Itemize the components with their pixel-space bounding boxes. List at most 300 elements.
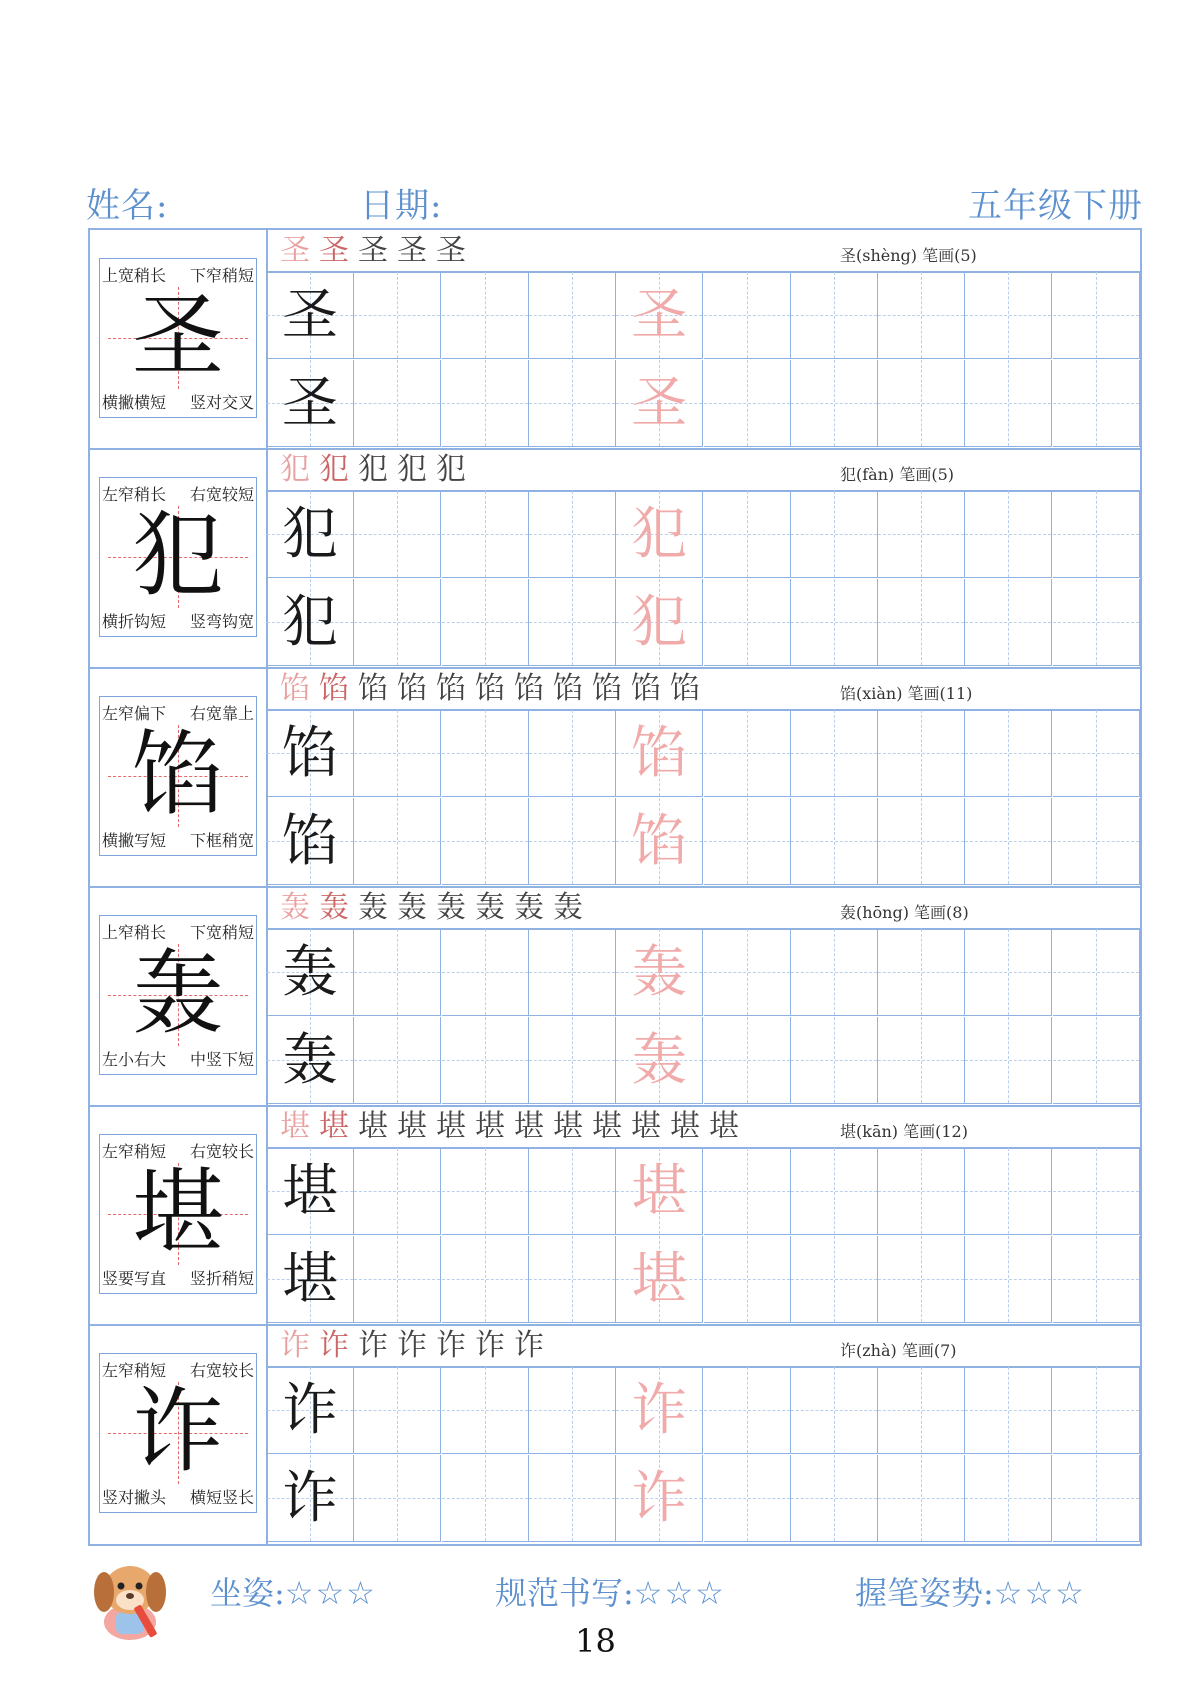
grid-cell[interactable] xyxy=(704,1236,791,1323)
cell-guide-horizontal xyxy=(1053,622,1139,623)
model-character: 轰 xyxy=(131,940,224,1047)
cell-guide-horizontal xyxy=(442,1060,528,1061)
sample-character: 馅 xyxy=(282,721,338,786)
grid-cell[interactable] xyxy=(791,798,878,885)
hint-bottom-left: 横折钩短 xyxy=(102,612,167,631)
grid-cell[interactable] xyxy=(267,710,354,797)
grid-row xyxy=(267,798,1140,885)
grip-stars[interactable]: ☆☆☆ xyxy=(993,1574,1086,1612)
cell-guide-horizontal xyxy=(791,622,877,623)
grid-cell[interactable] xyxy=(965,1017,1052,1104)
cell-guide-horizontal xyxy=(354,1498,440,1499)
stroke-step: 圣 xyxy=(397,233,436,268)
grid-row xyxy=(267,491,1140,578)
cell-guide-horizontal xyxy=(354,1410,440,1411)
cell-guide-horizontal xyxy=(791,841,877,842)
writing-rating xyxy=(495,1568,726,1614)
grid-cell[interactable] xyxy=(354,579,441,666)
stroke-step: 堪 xyxy=(514,1109,553,1144)
grid-row xyxy=(267,710,1140,797)
grid-row xyxy=(267,360,1140,447)
hint-top-left: 上宽稍长 xyxy=(102,266,167,285)
grid-cell[interactable] xyxy=(1053,929,1140,1016)
grid-cell[interactable] xyxy=(267,360,354,447)
grid-cell[interactable] xyxy=(965,1367,1052,1454)
grid-cell[interactable] xyxy=(1053,360,1140,447)
stroke-step: 堪 xyxy=(475,1109,514,1144)
model-cell xyxy=(90,449,268,668)
grid-row xyxy=(267,1148,1140,1235)
cell-guide-horizontal xyxy=(878,1191,964,1192)
stroke-step: 犯 xyxy=(358,452,397,487)
cell-guide-horizontal xyxy=(878,1060,964,1061)
model-card xyxy=(99,915,257,1075)
model-card xyxy=(99,1353,257,1513)
grid-cell[interactable] xyxy=(791,1017,878,1104)
cell-guide-horizontal xyxy=(1053,1410,1139,1411)
model-cell xyxy=(90,230,268,449)
hint-top-right: 下窄稍短 xyxy=(189,266,254,285)
cell-guide-horizontal xyxy=(354,534,440,535)
cell-guide-horizontal xyxy=(878,753,964,754)
cell-guide-horizontal xyxy=(354,1191,440,1192)
sample-character: 圣 xyxy=(282,283,338,348)
grid-cell[interactable] xyxy=(529,798,616,885)
writing-stars[interactable]: ☆☆☆ xyxy=(633,1574,726,1612)
sample-character: 犯 xyxy=(282,590,338,655)
cell-guide-horizontal xyxy=(791,753,877,754)
grid-cell[interactable] xyxy=(442,929,529,1016)
grid-cell[interactable] xyxy=(442,272,529,359)
posture-stars[interactable]: ☆☆☆ xyxy=(284,1574,377,1612)
grid-cell[interactable] xyxy=(616,272,703,359)
char-info: 犯(fàn) 笔画(5) xyxy=(840,465,955,484)
char-block xyxy=(90,1325,1140,1545)
grid-cell[interactable] xyxy=(878,710,965,797)
grid-cell[interactable] xyxy=(1053,798,1140,885)
cell-guide-horizontal xyxy=(442,753,528,754)
grid-cell[interactable] xyxy=(965,929,1052,1016)
cell-guide-horizontal xyxy=(529,972,615,973)
model-card xyxy=(99,477,257,637)
grid-cell[interactable] xyxy=(878,1017,965,1104)
cell-guide-horizontal xyxy=(1053,841,1139,842)
trace-character: 轰 xyxy=(631,940,688,1005)
stroke-step: 犯 xyxy=(436,452,475,487)
cell-guide-horizontal xyxy=(529,403,615,404)
cell-guide-horizontal xyxy=(529,1410,615,1411)
sample-character: 圣 xyxy=(282,371,338,436)
grid-cell[interactable] xyxy=(878,1367,965,1454)
trace-character: 诈 xyxy=(631,1466,688,1531)
cell-guide-horizontal xyxy=(1053,403,1139,404)
grid-cell[interactable] xyxy=(529,1017,616,1104)
grid-cell[interactable] xyxy=(791,1148,878,1235)
grid-cell[interactable] xyxy=(704,579,791,666)
sample-character: 轰 xyxy=(282,940,338,1005)
grid-cell[interactable] xyxy=(442,1017,529,1104)
grid-cell[interactable] xyxy=(965,579,1052,666)
grid-cell[interactable] xyxy=(1053,1236,1140,1323)
grid-cell[interactable] xyxy=(1053,1017,1140,1104)
cell-guide-horizontal xyxy=(878,403,964,404)
grid-cell[interactable] xyxy=(791,1236,878,1323)
cell-guide-horizontal xyxy=(878,1498,964,1499)
stroke-step: 诈 xyxy=(358,1328,397,1363)
grid-cell[interactable] xyxy=(878,272,965,359)
grid-cell[interactable] xyxy=(791,710,878,797)
model-card xyxy=(99,258,257,418)
grade-label: 五年级下册 xyxy=(968,186,1143,226)
grid-cell[interactable] xyxy=(878,1455,965,1542)
grid-cell[interactable] xyxy=(354,491,441,578)
cell-guide-horizontal xyxy=(704,1410,790,1411)
grid-cell[interactable] xyxy=(1053,1367,1140,1454)
grid-cell[interactable] xyxy=(267,798,354,885)
grid-cell[interactable] xyxy=(616,491,703,578)
cell-guide-horizontal xyxy=(1053,315,1139,316)
cell-guide-horizontal xyxy=(442,1498,528,1499)
stroke-step: 轰 xyxy=(553,890,592,925)
grid-cell[interactable] xyxy=(965,710,1052,797)
grid-cell[interactable] xyxy=(442,1455,529,1542)
grid-cell[interactable] xyxy=(704,1148,791,1235)
grid-cell[interactable] xyxy=(1053,1455,1140,1542)
grid-cell[interactable] xyxy=(442,1236,529,1323)
grid-cell[interactable] xyxy=(965,1455,1052,1542)
posture-rating xyxy=(210,1568,377,1614)
name-label: 姓名: xyxy=(86,186,169,226)
stroke-order xyxy=(280,1327,553,1365)
stroke-step: 诈 xyxy=(319,1328,358,1363)
cell-guide-horizontal xyxy=(791,315,877,316)
grid-cell[interactable] xyxy=(878,929,965,1016)
date-label: 日期: xyxy=(360,186,443,226)
stroke-step: 轰 xyxy=(436,890,475,925)
model-card xyxy=(99,696,257,856)
hint-bottom-right: 中竖下短 xyxy=(189,1050,254,1069)
stroke-step: 圣 xyxy=(358,233,397,268)
grid-cell[interactable] xyxy=(791,272,878,359)
stroke-step: 堪 xyxy=(319,1109,358,1144)
grid-cell[interactable] xyxy=(442,710,529,797)
stroke-step: 馅 xyxy=(397,671,436,706)
grid-cell[interactable] xyxy=(791,360,878,447)
stroke-step: 馅 xyxy=(280,671,319,706)
stroke-step: 轰 xyxy=(397,890,436,925)
grid-cell[interactable] xyxy=(704,798,791,885)
stroke-step: 诈 xyxy=(436,1328,475,1363)
cell-guide-horizontal xyxy=(442,622,528,623)
stroke-order xyxy=(280,670,709,708)
stroke-step: 轰 xyxy=(280,890,319,925)
cell-guide-horizontal xyxy=(442,1191,528,1192)
model-character: 馅 xyxy=(131,721,224,828)
grid-cell[interactable] xyxy=(354,1148,441,1235)
grid-cell[interactable] xyxy=(354,1367,441,1454)
grid-cell[interactable] xyxy=(878,1236,965,1323)
grid-cell[interactable] xyxy=(267,1017,354,1104)
writing-grid xyxy=(267,1367,1140,1544)
stroke-step: 堪 xyxy=(280,1109,319,1144)
grid-cell[interactable] xyxy=(442,1148,529,1235)
cell-guide-horizontal xyxy=(354,403,440,404)
grid-cell[interactable] xyxy=(878,491,965,578)
grid-cell[interactable] xyxy=(616,360,703,447)
hint-top-left: 左窄稍长 xyxy=(102,485,167,504)
grid-cell[interactable] xyxy=(791,579,878,666)
grid-cell[interactable] xyxy=(878,579,965,666)
grid-cell[interactable] xyxy=(442,579,529,666)
stroke-step: 堪 xyxy=(592,1109,631,1144)
grid-cell[interactable] xyxy=(704,491,791,578)
stroke-step: 圣 xyxy=(436,233,475,268)
grid-cell[interactable] xyxy=(354,1455,441,1542)
cell-guide-horizontal xyxy=(529,1191,615,1192)
grid-cell[interactable] xyxy=(354,1017,441,1104)
cell-guide-horizontal xyxy=(791,1191,877,1192)
cell-guide-horizontal xyxy=(442,972,528,973)
hint-top-left: 左窄偏下 xyxy=(102,704,167,723)
model-character: 堪 xyxy=(131,1159,224,1266)
grid-cell[interactable] xyxy=(529,929,616,1016)
model-cell xyxy=(90,1325,268,1544)
grid-row xyxy=(267,272,1140,359)
cell-guide-horizontal xyxy=(442,403,528,404)
grid-cell[interactable] xyxy=(529,1148,616,1235)
stroke-step: 诈 xyxy=(397,1328,436,1363)
stroke-step: 堪 xyxy=(709,1109,748,1144)
cell-guide-horizontal xyxy=(878,1279,964,1280)
grid-cell[interactable] xyxy=(878,1148,965,1235)
grid-cell[interactable] xyxy=(878,360,965,447)
stroke-step: 馅 xyxy=(358,671,397,706)
grid-cell[interactable] xyxy=(791,1367,878,1454)
grid-cell[interactable] xyxy=(704,929,791,1016)
grid-cell[interactable] xyxy=(354,272,441,359)
grid-cell[interactable] xyxy=(529,360,616,447)
grid-cell[interactable] xyxy=(965,360,1052,447)
hint-bottom-right: 竖对交叉 xyxy=(189,393,254,412)
grid-cell[interactable] xyxy=(354,929,441,1016)
grid-cell[interactable] xyxy=(616,929,703,1016)
grid-cell[interactable] xyxy=(442,798,529,885)
grid-cell[interactable] xyxy=(267,1455,354,1542)
writing-grid xyxy=(267,272,1140,449)
cell-guide-horizontal xyxy=(791,403,877,404)
cell-guide-horizontal xyxy=(704,972,790,973)
cell-guide-horizontal xyxy=(529,1498,615,1499)
stroke-step: 堪 xyxy=(397,1109,436,1144)
writing-grid xyxy=(267,491,1140,668)
model-character: 诈 xyxy=(131,1378,224,1485)
cell-guide-horizontal xyxy=(965,1498,1051,1499)
cell-guide-horizontal xyxy=(1053,1060,1139,1061)
grid-cell[interactable] xyxy=(704,1455,791,1542)
grid-cell[interactable] xyxy=(791,1455,878,1542)
grip-rating xyxy=(855,1568,1086,1614)
grid-cell[interactable] xyxy=(616,1455,703,1542)
stroke-step: 轰 xyxy=(319,890,358,925)
grid-cell[interactable] xyxy=(354,360,441,447)
grid-cell[interactable] xyxy=(529,272,616,359)
grid-cell[interactable] xyxy=(267,579,354,666)
grid-cell[interactable] xyxy=(529,710,616,797)
cell-guide-horizontal xyxy=(965,841,1051,842)
grid-cell[interactable] xyxy=(529,1236,616,1323)
cell-guide-horizontal xyxy=(704,1191,790,1192)
cell-guide-horizontal xyxy=(354,1279,440,1280)
grid-cell[interactable] xyxy=(704,360,791,447)
grid-cell[interactable] xyxy=(616,1236,703,1323)
cell-guide-horizontal xyxy=(704,622,790,623)
grid-cell[interactable] xyxy=(878,798,965,885)
stroke-step: 馅 xyxy=(670,671,709,706)
grid-cell[interactable] xyxy=(529,1367,616,1454)
grid-cell[interactable] xyxy=(1053,491,1140,578)
trace-character: 轰 xyxy=(631,1028,688,1093)
practice-sheet xyxy=(88,228,1142,1546)
trace-character: 堪 xyxy=(631,1159,688,1224)
grid-cell[interactable] xyxy=(267,272,354,359)
cell-guide-horizontal xyxy=(965,622,1051,623)
cell-guide-horizontal xyxy=(791,1498,877,1499)
trace-character: 馅 xyxy=(631,809,688,874)
grid-cell[interactable] xyxy=(442,1367,529,1454)
grid-cell[interactable] xyxy=(267,491,354,578)
grid-cell[interactable] xyxy=(616,1148,703,1235)
hint-top-right: 右宽较短 xyxy=(189,485,254,504)
char-block xyxy=(90,449,1140,669)
cell-guide-horizontal xyxy=(704,534,790,535)
trace-character: 堪 xyxy=(631,1247,688,1312)
hint-bottom-left: 横撇横短 xyxy=(102,393,167,412)
grid-cell[interactable] xyxy=(442,491,529,578)
trace-character: 诈 xyxy=(631,1378,688,1443)
grid-cell[interactable] xyxy=(704,1367,791,1454)
char-info: 诈(zhà) 笔画(7) xyxy=(840,1341,957,1360)
grid-cell[interactable] xyxy=(529,579,616,666)
stroke-step: 馅 xyxy=(475,671,514,706)
grid-cell[interactable] xyxy=(704,710,791,797)
cell-guide-horizontal xyxy=(965,1060,1051,1061)
sample-character: 轰 xyxy=(282,1028,338,1093)
grid-row xyxy=(267,1367,1140,1454)
grid-row xyxy=(267,929,1140,1016)
char-info: 轰(hōng) 笔画(8) xyxy=(840,903,969,922)
stroke-order xyxy=(280,1108,748,1146)
cell-guide-horizontal xyxy=(1053,1498,1139,1499)
grid-cell[interactable] xyxy=(791,491,878,578)
grid-cell[interactable] xyxy=(267,1367,354,1454)
grid-cell[interactable] xyxy=(529,491,616,578)
model-character: 圣 xyxy=(131,283,224,390)
grid-cell[interactable] xyxy=(267,929,354,1016)
stroke-step: 犯 xyxy=(280,452,319,487)
stroke-step: 诈 xyxy=(514,1328,553,1363)
cell-guide-horizontal xyxy=(965,315,1051,316)
hint-top-right: 右宽靠上 xyxy=(189,704,254,723)
cell-guide-horizontal xyxy=(1053,534,1139,535)
char-info: 堪(kān) 笔画(12) xyxy=(840,1122,968,1141)
grid-cell[interactable] xyxy=(616,1367,703,1454)
grid-cell[interactable] xyxy=(529,1455,616,1542)
sample-character: 犯 xyxy=(282,502,338,567)
stroke-order xyxy=(280,451,475,489)
model-character: 犯 xyxy=(131,502,224,609)
grip-label: 握笔姿势: xyxy=(855,1574,994,1612)
grid-cell[interactable] xyxy=(354,1236,441,1323)
cell-guide-horizontal xyxy=(878,622,964,623)
hint-bottom-right: 横短竖长 xyxy=(189,1488,254,1507)
trace-character: 馅 xyxy=(631,721,688,786)
grid-cell[interactable] xyxy=(616,710,703,797)
stroke-step: 轰 xyxy=(514,890,553,925)
model-card xyxy=(99,1134,257,1294)
grid-cell[interactable] xyxy=(704,1017,791,1104)
hint-top-right: 右宽较长 xyxy=(189,1142,254,1161)
stroke-order xyxy=(280,889,592,927)
cell-guide-horizontal xyxy=(354,972,440,973)
grid-cell[interactable] xyxy=(965,798,1052,885)
grid-cell[interactable] xyxy=(354,710,441,797)
grid-cell[interactable] xyxy=(267,1236,354,1323)
grid-cell[interactable] xyxy=(1053,272,1140,359)
grid-cell[interactable] xyxy=(616,1017,703,1104)
grid-cell[interactable] xyxy=(1053,710,1140,797)
cell-guide-horizontal xyxy=(704,315,790,316)
char-block xyxy=(90,230,1140,450)
grid-cell[interactable] xyxy=(965,272,1052,359)
grid-cell[interactable] xyxy=(704,272,791,359)
hint-top-right: 下宽稍短 xyxy=(189,923,254,942)
grid-cell[interactable] xyxy=(616,798,703,885)
grid-cell[interactable] xyxy=(267,1148,354,1235)
grid-cell[interactable] xyxy=(442,360,529,447)
sample-character: 诈 xyxy=(282,1378,338,1443)
cell-guide-horizontal xyxy=(965,403,1051,404)
hint-bottom-right: 下框稍宽 xyxy=(189,831,254,850)
grid-cell[interactable] xyxy=(965,491,1052,578)
cell-guide-horizontal xyxy=(965,1410,1051,1411)
grid-cell[interactable] xyxy=(354,798,441,885)
stroke-step: 馅 xyxy=(631,671,670,706)
stroke-step: 诈 xyxy=(475,1328,514,1363)
stroke-step: 堪 xyxy=(670,1109,709,1144)
cell-guide-horizontal xyxy=(442,1410,528,1411)
grid-cell[interactable] xyxy=(965,1148,1052,1235)
writing-grid xyxy=(267,1148,1140,1325)
grid-cell[interactable] xyxy=(791,929,878,1016)
trace-character: 圣 xyxy=(631,283,688,348)
hint-top-left: 左窄稍短 xyxy=(102,1361,167,1380)
stroke-step: 犯 xyxy=(319,452,358,487)
grid-row xyxy=(267,579,1140,666)
grid-row xyxy=(267,1236,1140,1323)
writing-grid xyxy=(267,710,1140,887)
hint-top-left: 上窄稍长 xyxy=(102,923,167,942)
cell-guide-horizontal xyxy=(529,315,615,316)
grid-cell[interactable] xyxy=(1053,1148,1140,1235)
trace-character: 圣 xyxy=(631,371,688,436)
grid-cell[interactable] xyxy=(1053,579,1140,666)
cell-guide-horizontal xyxy=(878,1410,964,1411)
grid-cell[interactable] xyxy=(616,579,703,666)
grid-cell[interactable] xyxy=(965,1236,1052,1323)
cell-guide-horizontal xyxy=(965,972,1051,973)
grid-row xyxy=(267,1455,1140,1542)
cell-guide-horizontal xyxy=(878,534,964,535)
